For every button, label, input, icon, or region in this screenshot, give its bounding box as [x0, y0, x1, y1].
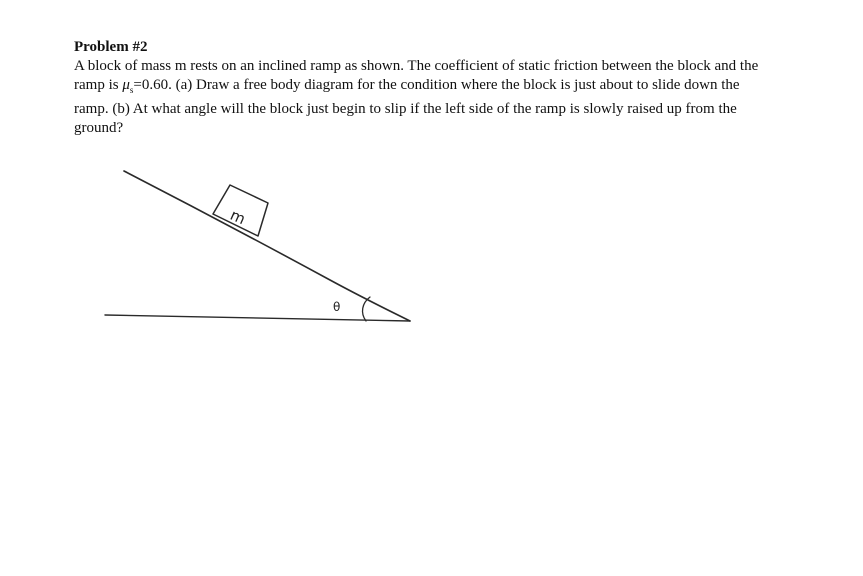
mu-symbol: μ: [122, 77, 130, 93]
problem-text-part-2: =0.60. (a) Draw a free body diagram for the condition where the block is just about to slide down the ramp. (b) At what angle will the block just begin to slip if the left side of the ramp is slowly raised up from the ground?: [74, 77, 740, 136]
block-label: m: [227, 205, 249, 229]
ramp-incline-line: [124, 171, 410, 321]
problem-title: Problem #2: [74, 39, 148, 55]
mu-subscript: s: [129, 85, 134, 95]
problem-text-part-1: A block of mass m rests on an inclined ramp as shown. The coefficient of static friction between the block and the ramp is: [74, 58, 759, 93]
angle-label: θ: [333, 300, 341, 314]
